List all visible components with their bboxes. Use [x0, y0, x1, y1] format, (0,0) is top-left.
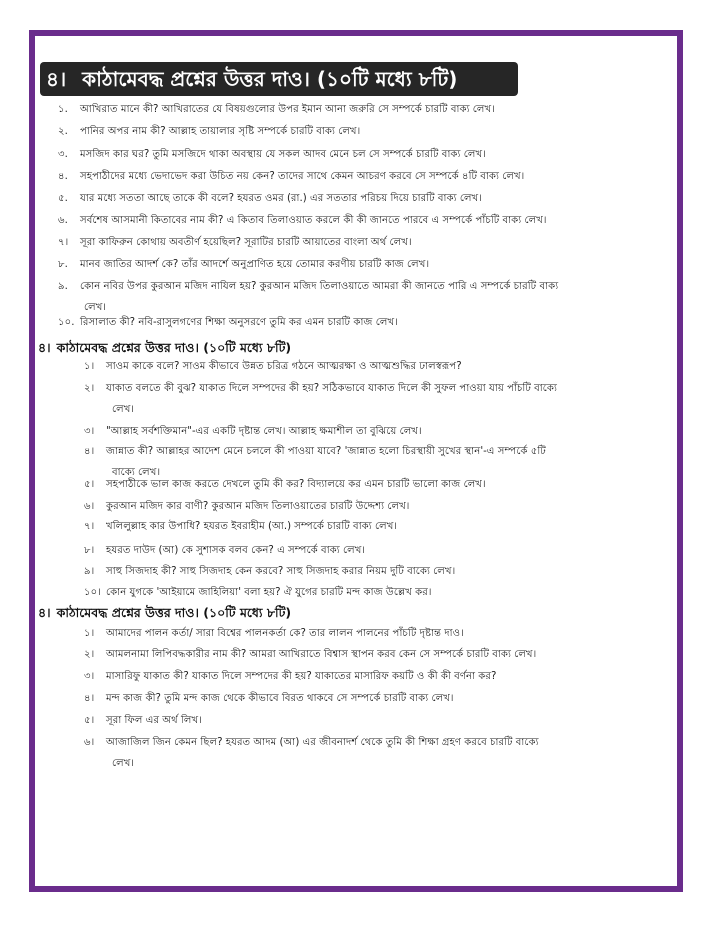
- question-text: সর্বশেষ আসমানী কিতাবের নাম কী? এ কিতাব তিলাওয়াত করলে কী কী জানতে পারবে এ সম্পর্কে পাঁচটি বাক্য লেখ।: [80, 215, 547, 226]
- question-text: রিসালাত কী? নবি-রাসুলগণের শিক্ষা অনুসরণে তুমি কর এমন চারটি কাজ লেখ।: [80, 317, 398, 328]
- question-item: [58, 316, 398, 330]
- question-text: জান্নাত কী? আল্লাহর আদেশ মেনে চললে কী পাওয়া যাবে? 'জান্নাত হলো চিরস্থায়ী সুখের স্থান'-এ সম্পর্কে ৫টি: [106, 446, 546, 457]
- question-number: ২।: [84, 383, 95, 394]
- section-3-number: ৪।: [38, 605, 51, 620]
- question-item: [84, 736, 539, 750]
- question-item: [84, 714, 202, 728]
- question-number: ৯।: [84, 566, 95, 577]
- question-item: [84, 445, 546, 459]
- section-2-title: কাঠামেবদ্ধ প্রশ্নের উত্তর দাও। (১০টি মধ্যে ৮টি): [56, 340, 292, 355]
- question-item: [84, 565, 455, 579]
- question-number: ৩।: [84, 671, 95, 682]
- question-item: [84, 670, 496, 684]
- question-text: সাওম কাকে বলে? সাওম কীভাবে উন্নত চরিত্র গঠনে আত্মরক্ষা ও আত্মশুদ্ধির ঢালস্বরূপ?: [106, 361, 462, 372]
- question-number: ৬।: [84, 501, 95, 512]
- question-item: [84, 500, 409, 514]
- question-item: [58, 280, 558, 294]
- question-number: ৫।: [84, 479, 95, 490]
- question-text: সূরা কাফিরুন কোথায় অবতীর্ণ হয়েছিল? সূরাটির চারটি আয়াতের বাংলা অর্থ লেখ।: [80, 237, 412, 248]
- question-number: ১।: [84, 628, 95, 639]
- question-item: [84, 425, 422, 439]
- question-number: ২।: [84, 649, 95, 660]
- section-3-title: কাঠামেবদ্ধ প্রশ্নের উত্তর দাও। (১০টি মধ্যে ৮টি): [56, 605, 292, 620]
- question-continuation: বাক্যে লেখ।: [112, 467, 161, 478]
- question-text: আমলনামা লিপিবদ্ধকারীর নাম কী? আমরা আখিরাতে বিশ্বাস স্থাপন করব কেন সে সম্পর্কে চারটি বাক্য লেখ।: [106, 649, 537, 660]
- question-number: ৮.: [58, 259, 68, 270]
- question-text: সাহু সিজদাহ কী? সাহু সিজদাহ কেন করবে? সাহু সিজদাহ করার নিয়ম দুটি বাক্যে লেখ।: [106, 566, 456, 577]
- question-continuation: লেখ।: [112, 758, 135, 769]
- question-number: ১০.: [58, 317, 75, 328]
- question-number: ৭।: [84, 521, 95, 532]
- question-number: ৪।: [84, 693, 95, 704]
- question-number: ১.: [58, 104, 68, 115]
- question-number: ৭।: [58, 237, 69, 248]
- section-3-header: [38, 605, 291, 625]
- question-item: [84, 520, 397, 534]
- question-text: "আল্লাহ সর্বশক্তিমান"-এর একটি দৃষ্টান্ত লেখ। আল্লাহ ক্ষমাশীল তা বুঝিয়ে লেখ।: [106, 426, 422, 437]
- question-item: [58, 103, 495, 117]
- question-text: কুরআন মজিদ কার বাণী? কুরআন মজিদ তিলাওয়াতের চারটি উদ্দেশ্য লেখ।: [106, 501, 410, 512]
- question-item: [84, 648, 536, 662]
- section-1-header: [40, 62, 518, 96]
- question-item: [84, 692, 454, 706]
- question-item: [58, 214, 547, 228]
- section-2-header: [38, 340, 291, 360]
- question-number: ৫.: [58, 193, 68, 204]
- question-number: ৮।: [84, 545, 95, 556]
- question-text: আমাদের পালন কর্তা/ সারা বিশ্বের পালনকর্তা কে? তার লালন পালনের পাঁচটি দৃষ্টান্ত দাও।: [106, 628, 464, 639]
- question-number: ৬।: [84, 737, 95, 748]
- question-text: হযরত দাউদ (আ) কে সুশাসক বলব কেন? এ সম্পর্কে বাক্য লেখ।: [106, 545, 366, 556]
- question-item: [84, 627, 464, 641]
- question-text: পানির অপর নাম কী? আল্লাহ তায়ালার সৃষ্টি সম্পর্কে চারটি বাক্য লেখ।: [80, 126, 361, 137]
- question-item: [84, 586, 432, 600]
- question-item: [58, 236, 412, 250]
- question-text: আখিরাত মানে কী? আখিরাতের যে বিষয়গুলোর উপর ইমান আনা জরুরি সে সম্পর্কে চারটি বাক্য লেখ।: [80, 104, 495, 115]
- question-number: ৫।: [84, 715, 95, 726]
- question-item: [84, 478, 486, 492]
- section-1-title: কাঠামেবদ্ধ প্রশ্নের উত্তর দাও। (১০টি মধ্যে ৮টি): [82, 67, 458, 91]
- question-continuation: লেখ।: [84, 302, 107, 313]
- section-1-number: ৪।: [46, 67, 67, 91]
- question-text: মসজিদ কার ঘর? তুমি মসজিদে থাকা অবস্থায় যে সকল আদব মেনে চল সে সম্পর্কে চারটি বাক্য লেখ।: [80, 149, 486, 160]
- question-text: আজাজিল জিন কেমন ছিল? হযরত আদম (আ) এর জীবনাদর্শ থেকে তুমি কী শিক্ষা গ্রহণ করবে চারটি বাক্যে: [106, 737, 539, 748]
- question-number: ১।: [84, 361, 95, 372]
- question-text: কোন নবির উপর কুরআন মজিদ নাযিল হয়? কুরআন মজিদ তিলাওয়াতে আমরা কী জানতে পারি এ সম্পর্কে চারটি বাক্য: [80, 281, 559, 292]
- question-item: [58, 192, 482, 206]
- question-text: সহপাঠীকে ভাল কাজ করতে দেখলে তুমি কী কর? বিদ্যালয়ে কর এমন চারটি ভালো কাজ লেখ।: [106, 479, 486, 490]
- question-item: [58, 125, 360, 139]
- question-number: ৪.: [58, 171, 68, 182]
- question-item: [84, 382, 557, 396]
- section-2-number: ৪।: [38, 340, 51, 355]
- question-item: [58, 148, 486, 162]
- question-item: [84, 544, 365, 558]
- question-text: মানব জাতির আদর্শ কে? তাঁর আদর্শে অনুপ্রাণিত হয়ে তোমার করণীয় চারটি কাজ লেখ।: [80, 259, 430, 270]
- question-text: সহপাঠীদের মধ্যে ভেদাভেদ করা উচিত নয় কেন? তাদের সাথে কেমন আচরণ করবে সে সম্পর্কে ৪টি বাক্য লেখ।: [80, 171, 525, 182]
- question-text: যাকাত বলতে কী বুঝ? যাকাত দিলে সম্পদের কী হয়? সঠিকভাবে যাকাত দিলে কী সুফল পাওয়া যায় পাঁচটি বাক্যে: [106, 383, 557, 394]
- question-number: ৪।: [84, 446, 95, 457]
- question-item: [58, 258, 429, 272]
- question-text: খলিলুল্লাহ কার উপাধি? হযরত ইবরাহীম (আ.) সম্পর্কে চারটি বাক্য লেখ।: [106, 521, 398, 532]
- question-text: কোন যুগকে 'আইয়ামে জাহিলিয়া' বলা হয়? ঐ যুগের চারটি মন্দ কাজ উল্লেখ কর।: [106, 587, 432, 598]
- question-text: মন্দ কাজ কী? তুমি মন্দ কাজ থেকে কীভাবে বিরত থাকবে সে সম্পর্কে চারটি বাক্য লেখ।: [106, 693, 454, 704]
- question-item: [58, 170, 524, 184]
- question-continuation: লেখ।: [112, 404, 135, 415]
- question-number: ২.: [58, 126, 68, 137]
- question-text: যার মধ্যে সততা আছে তাকে কী বলে? হযরত ওমর (রা.) এর সততার পরিচয় দিয়ে চারটি বাক্য লেখ।: [80, 193, 482, 204]
- question-number: ১০।: [84, 587, 101, 598]
- question-text: মাসারিফু যাকাত কী? যাকাত দিলে সম্পদের কী হয়? যাকাতের মাসারিফ কয়টি ও কী কী বর্ণনা কর?: [106, 671, 497, 682]
- question-number: ৯.: [58, 281, 68, 292]
- question-number: ৩.: [58, 149, 68, 160]
- question-text: সূরা ফিল এর অর্থ লিখ।: [106, 715, 202, 726]
- question-number: ৬.: [58, 215, 68, 226]
- question-number: ৩।: [84, 426, 95, 437]
- question-item: [84, 360, 462, 374]
